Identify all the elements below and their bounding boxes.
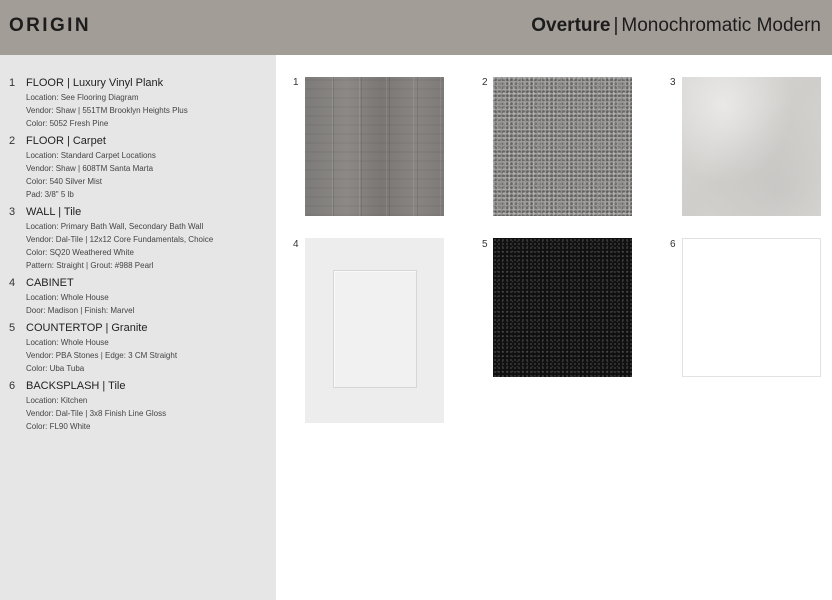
spec-item-details	[26, 220, 213, 272]
spec-detail-line: Vendor: Shaw | 551TM Brooklyn Heights Plus	[26, 106, 188, 115]
brand-logo: ORIGIN	[9, 15, 91, 36]
spec-detail-line: Location: Primary Bath Wall, Secondary Bath Wall	[26, 222, 204, 231]
spec-item-details	[26, 91, 188, 130]
spec-item-details	[26, 394, 166, 433]
spec-item-number: 4	[9, 277, 16, 289]
spec-detail-line: Color: SQ20 Weathered White	[26, 248, 134, 257]
cabinet-door-panel	[333, 270, 417, 388]
spec-detail-line: Location: Whole House	[26, 338, 109, 347]
spec-item-number: 2	[9, 135, 16, 147]
swatch-wall-tile-image	[682, 77, 821, 216]
title-separator: |	[613, 15, 619, 36]
spec-item-heading: FLOOR | Luxury Vinyl Plank	[26, 77, 164, 89]
swatch-number: 6	[670, 239, 676, 250]
spec-detail-line: Vendor: Dal-Tile | 12x12 Core Fundamentals, Choice	[26, 235, 214, 244]
spec-item-heading: BACKSPLASH | Tile	[26, 380, 126, 392]
spec-detail-line: Vendor: Dal-Tile | 3x8 Finish Line Gloss	[26, 409, 167, 418]
swatch-cabinet-door-image	[305, 238, 444, 423]
swatch-carpet-image	[493, 77, 632, 216]
scheme-name: Monochromatic Modern	[621, 15, 821, 36]
collection-name: Overture	[531, 15, 611, 36]
spec-item-details	[26, 149, 156, 201]
header-bar	[0, 0, 832, 55]
spec-item-number: 6	[9, 380, 16, 392]
spec-item-heading: FLOOR | Carpet	[26, 135, 106, 147]
spec-detail-line: Vendor: PBA Stones | Edge: 3 CM Straight	[26, 351, 178, 360]
spec-item-number: 1	[9, 77, 16, 89]
spec-item-heading: COUNTERTOP | Granite	[26, 322, 148, 334]
spec-item-heading: WALL | Tile	[26, 206, 82, 218]
swatch-number: 4	[293, 239, 299, 250]
spec-detail-line: Color: FL90 White	[26, 422, 91, 431]
spec-detail-line: Vendor: Shaw | 608TM Santa Marta	[26, 164, 154, 173]
spec-detail-line: Location: Kitchen	[26, 396, 88, 405]
page-title	[531, 15, 821, 37]
swatch-granite-image	[493, 238, 632, 377]
spec-list-panel	[0, 55, 276, 600]
spec-item-details	[26, 291, 134, 317]
spec-detail-line: Door: Madison | Finish: Marvel	[26, 306, 135, 315]
spec-detail-line: Location: See Flooring Diagram	[26, 93, 139, 102]
spec-item-number: 3	[9, 206, 16, 218]
spec-detail-line: Color: 5052 Fresh Pine	[26, 119, 109, 128]
swatch-number: 2	[482, 77, 488, 88]
spec-detail-line: Location: Standard Carpet Locations	[26, 151, 156, 160]
spec-item-details	[26, 336, 177, 375]
swatch-backsplash-image	[682, 238, 821, 377]
spec-item-heading: CABINET	[26, 277, 74, 289]
swatch-number: 5	[482, 239, 488, 250]
swatch-grid	[276, 55, 832, 600]
spec-item-number: 5	[9, 322, 16, 334]
spec-detail-line: Pattern: Straight | Grout: #988 Pearl	[26, 261, 154, 270]
spec-detail-line: Color: 540 Silver Mist	[26, 177, 103, 186]
swatch-number: 1	[293, 77, 299, 88]
spec-detail-line: Pad: 3/8" 5 lb	[26, 190, 74, 199]
spec-detail-line: Location: Whole House	[26, 293, 109, 302]
swatch-number: 3	[670, 77, 676, 88]
swatch-vinyl-plank-image	[305, 77, 444, 216]
spec-detail-line: Color: Uba Tuba	[26, 364, 85, 373]
